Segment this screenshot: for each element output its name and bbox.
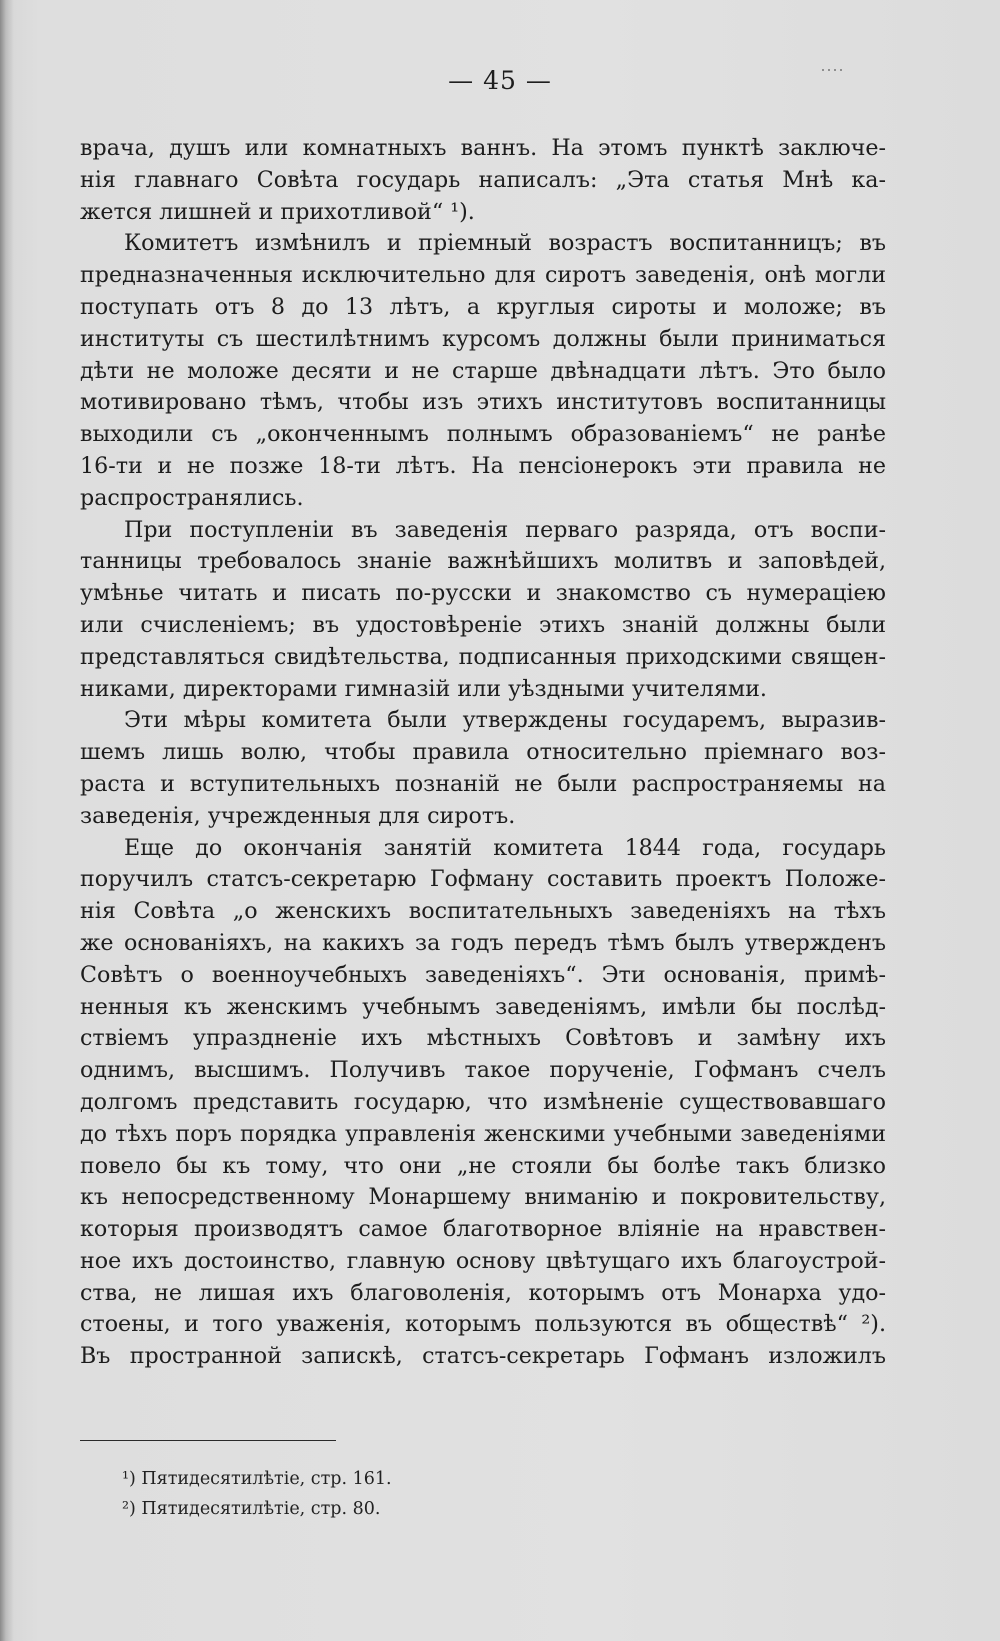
text-line: умѣнье читать и писать по-русски и знакомство съ нумераціею — [80, 580, 886, 607]
text-line: поступать отъ 8 до 13 лѣтъ, а круглыя сироты и моложе; въ — [80, 293, 886, 320]
text-line: заведенія, учрежденныя для сиротъ. — [80, 802, 516, 829]
text-line: повело бы къ тому, что они „не стояли бы болѣе такъ близко — [80, 1152, 886, 1179]
text-line: При поступленіи въ заведенія перваго разряда, отъ воспи- — [124, 516, 886, 543]
text-line: институты съ шестилѣтнимъ курсомъ должны были приниматься — [80, 325, 886, 352]
text-line: предназначенныя исключительно для сиротъ заведенія, онѣ могли — [80, 262, 886, 289]
text-line: ствіемъ упраздненіе ихъ мѣстныхъ Совѣтовъ и замѣну ихъ — [80, 1025, 886, 1052]
body-text — [80, 133, 886, 1373]
text-line: долгомъ представить государю, что измѣненіе существовавшаго — [80, 1088, 886, 1115]
text-line: мотивировано тѣмъ, чтобы изъ этихъ институтовъ воспитанницы — [80, 389, 886, 416]
text-line: 16-ти и не позже 18-ти лѣтъ. На пенсіонерокъ эти правила не — [80, 452, 886, 479]
footnote: ¹) Пятидесятилѣтіе, стр. 161. — [122, 1469, 392, 1489]
text-line: ненныя къ женскимъ учебнымъ заведеніямъ, имѣли бы послѣд- — [80, 993, 886, 1020]
text-line: однимъ, высшимъ. Получивъ такое порученіе, Гофманъ счелъ — [80, 1057, 886, 1084]
text-line: танницы требовалось знаніе важнѣйшихъ молитвъ и заповѣдей, — [80, 548, 886, 575]
text-line: Еще до окончанія занятій комитета 1844 года, государь — [124, 834, 886, 861]
text-line: никами, директорами гимназій или уѣздными учителями. — [80, 675, 767, 702]
text-line: жется лишней и прихотливой“ ¹). — [80, 198, 475, 225]
footnotes — [122, 1464, 392, 1524]
page-number: — 45 — — [448, 66, 552, 95]
text-line: распространялись. — [80, 484, 304, 511]
text-line: ное ихъ достоинство, главную основу цвѣтущаго ихъ благоустрой- — [80, 1247, 886, 1274]
text-line: которыя производятъ самое благотворное вліяніе на нравствен- — [80, 1216, 886, 1243]
text-line: представляться свидѣтельства, подписанныя приходскими священ- — [80, 643, 886, 670]
text-line: дѣти не моложе десяти и не старше двѣнадцати лѣтъ. Это было — [80, 357, 886, 384]
text-line: Эти мѣры комитета были утверждены государемъ, выразив- — [124, 707, 886, 734]
footnote: ²) Пятидесятилѣтіе, стр. 80. — [122, 1499, 381, 1519]
footnote-divider — [80, 1440, 336, 1441]
text-line: къ непосредственному Монаршему вниманію и покровительству, — [80, 1184, 886, 1211]
text-line: Комитетъ измѣнилъ и пріемный возрастъ воспитанницъ; въ — [124, 230, 886, 257]
text-line: нія Совѣта „о женскихъ воспитательныхъ заведеніяхъ на тѣхъ — [80, 898, 886, 925]
text-line: раста и вступительныхъ познаній не были распространяемы на — [80, 770, 886, 797]
text-line: выходили съ „оконченнымъ полнымъ образованіемъ“ не ранѣе — [80, 421, 886, 448]
text-line: же основаніяхъ, на какихъ за годъ передъ тѣмъ былъ утвержденъ — [80, 929, 886, 956]
text-line: Совѣтъ о военноучебныхъ заведеніяхъ“. Эти основанія, примѣ- — [80, 961, 886, 988]
text-line: стоены, и того уваженія, которымъ пользуются въ обществѣ“ ²). — [80, 1311, 886, 1338]
text-line: Въ пространной запискѣ, статсъ-секретарь Гофманъ изложилъ — [80, 1343, 886, 1370]
text-line: врача, душъ или комнатныхъ ваннъ. На этомъ пунктѣ заключе- — [80, 135, 886, 161]
text-line: ства, не лишая ихъ благоволенія, которымъ отъ Монарха удо- — [80, 1279, 886, 1306]
text-line: поручилъ статсъ-секретарю Гофману составить проектъ Положе- — [80, 866, 886, 893]
text-line: нія главнаго Совѣта государь написалъ: „Эта статья Мнѣ ка- — [80, 166, 886, 193]
text-line: или счисленіемъ; въ удостовѣреніе этихъ знаній должны были — [80, 611, 886, 638]
text-line: шемъ лишь волю, чтобы правила относительно пріемнаго воз- — [80, 739, 886, 766]
text-line: до тѣхъ поръ порядка управленія женскими учебными заведеніями — [80, 1120, 886, 1147]
